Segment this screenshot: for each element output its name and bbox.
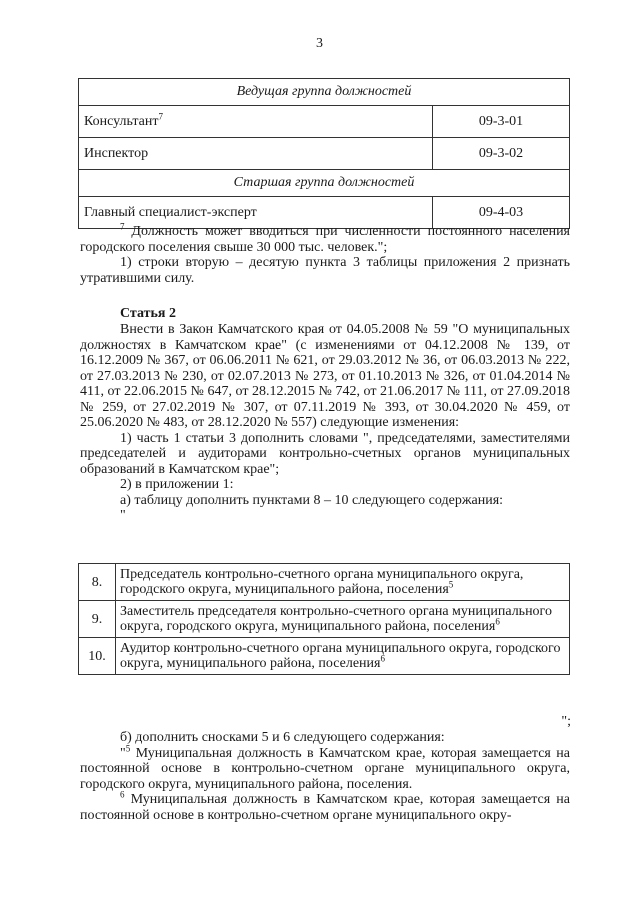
row-text: Председатель контрольно-счетного органа муниципального округа, городского округа, муниципального района, поселения$^5$ (116, 564, 570, 601)
article-2-heading: Статья 2 (120, 306, 176, 321)
code-cell: 09-3-02 (433, 138, 570, 170)
table-row (79, 138, 570, 170)
group-leading-header: Ведущая группа должностей (79, 79, 570, 106)
row-number: 9. (79, 601, 116, 638)
position-cell: Главный специалист-эксперт (79, 197, 433, 229)
code-cell: 09-4-03 (433, 197, 570, 229)
row-number: 8. (79, 564, 116, 601)
open-quote: " (120, 508, 126, 523)
table-row (79, 564, 570, 601)
position-cell: Консультант$^7$ (79, 106, 433, 138)
footnote-6: $^6$ Муниципальная должность в Камчатском крае, которая замещается на постоянной основе в контрольно-счетном органе муниципального окру- (80, 789, 570, 823)
row-number: 10. (79, 638, 116, 675)
article-2-item-2: 2) в приложении 1: (120, 477, 234, 492)
footnote-7: $^7$ Должность может вводиться при численности постоянного населения городского поселения свыше 30 000 тыс. человек."; 1) строки вторую – десятую пункта 3 таблицы приложения 2 признать утратившими силу. (80, 221, 570, 286)
page-number: 3 (316, 36, 323, 51)
table-row (79, 79, 570, 106)
row-text: Аудитор контрольно-счетного органа муниципального округа, городского округа, муниципального района, поселения$^6$ (116, 638, 570, 675)
group-senior-header: Старшая группа должностей (79, 170, 570, 197)
footnote-5: "$^5$ Муниципальная должность в Камчатском крае, которая замещается на постоянной основе в контрольно-счетном органе муниципального округа, городского округа, муниципального района, поселения. (80, 742, 570, 792)
item-2b: б) дополнить сносками 5 и 6 следующего содержания: (120, 730, 445, 745)
footnotes-section (80, 730, 570, 823)
table-row (79, 638, 570, 675)
positions-table (78, 78, 570, 229)
table-row (79, 106, 570, 138)
article-2-item-2a: а) таблицу дополнить пунктами 8 – 10 следующего содержания: (120, 492, 504, 508)
item-1-text: 1) строки вторую – десятую пункта 3 таблицы приложения 2 признать утратившими силу. (80, 255, 570, 286)
row-text: Заместитель председателя контрольно-счетного органа муниципального округа, городского округа, муниципального района, поселения$^6$ (116, 601, 570, 638)
position-cell: Инспектор (79, 138, 433, 170)
code-cell: 09-3-01 (433, 106, 570, 138)
article-2-body (80, 322, 570, 524)
table-row (79, 170, 570, 197)
close-quote: "; (561, 714, 571, 729)
article-2-intro: Внести в Закон Камчатского края от 04.05.2008 № 59 "О муниципальных должностях в Камчатском крае" (с изменениями от 04.12.2008 № 139, от 16.12.2009 № 367, от 06.06.2011 № 621, от 29.03.2012 № 36, от 06.03.2013 № 222, от 27.03.2013 № 230, от 02.07.2013 № 273, от 01.10.2013 № 326, от 01.04.2014 № 411, от 22.06.2015 № 647, от 28.12.2015 № 742, от 21.06.2017 № 111, от 27.09.2018 № 259, от 27.02.2019 № 307, от 07.11.2019 № 393, от 30.04.2020 № 459, от 25.06.2020 № 483, от 28.12.2020 № 557) следующие изменения: (80, 322, 570, 430)
added-items-table (78, 563, 570, 675)
table-row (79, 601, 570, 638)
article-2-item-1: 1) часть 1 статьи 3 дополнить словами ", председателями, заместителями председателей и аудиторами контрольно-счетных органов муниципальных образований в Камчатском крае"; (80, 430, 570, 477)
